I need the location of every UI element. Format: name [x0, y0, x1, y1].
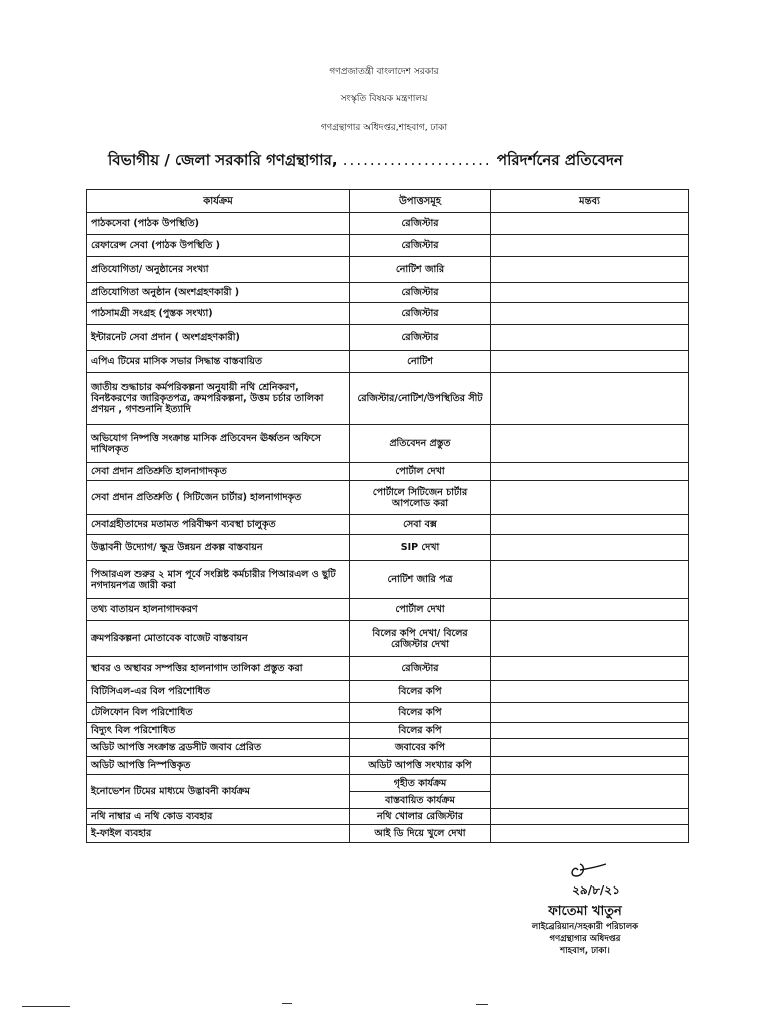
data-source-cell: আই ডি দিয়ে খুলে দেখা	[350, 825, 491, 843]
table-row	[87, 515, 689, 535]
remarks-cell	[491, 303, 689, 325]
activity-cell: জাতীয় শুদ্ধাচার কর্মপরিকল্পনা অনুযায়ী নথি শ্রেনিকরণ, বিনষ্টকরণের জারিকৃতপত্র, ক্রমপরিকল্পনা, উত্তম চর্চার তালিকা প্রণয়ন , গণশুনানি ইত্যাদি	[87, 373, 350, 425]
scan-mark	[22, 1006, 70, 1007]
department-header: গণগ্রন্থাগার অধিদপ্তর,শাহবাগ, ঢাকা	[320, 123, 448, 133]
table-row	[87, 809, 689, 825]
signatory-location: শাহবাগ, ঢাকা।	[560, 946, 610, 956]
activity-cell: প্রতিযোগিতা/ অনুষ্ঠানের সংখ্যা	[87, 257, 350, 283]
activity-cell: টেলিফোন বিল পরিশোধিত	[87, 703, 350, 723]
table-row	[87, 703, 689, 723]
inspection-table	[86, 189, 689, 843]
remarks-cell	[491, 425, 689, 463]
data-source-cell: রেজিস্টার	[350, 235, 491, 257]
activity-cell: নথি নাম্বার এ নথি কোড ব্যবহার	[87, 809, 350, 825]
table-row	[87, 257, 689, 283]
remarks-cell	[491, 373, 689, 425]
title-blank: ......................	[342, 151, 492, 169]
remarks-cell	[491, 535, 689, 561]
data-source-cell: পোর্টাল দেখা	[350, 599, 491, 621]
activity-cell: এপিএ টিমের মাসিক সভার সিদ্ধান্ত বাস্তবায়িত	[87, 351, 350, 373]
remarks-cell	[491, 775, 689, 809]
table-row	[87, 621, 689, 657]
data-source-cell: নথি খোলার রেজিস্টার	[350, 809, 491, 825]
signature-date: ২৯/৮/২১	[572, 883, 620, 897]
table-row	[87, 739, 689, 757]
data-source-cell: রেজিস্টার	[350, 283, 491, 303]
data-source-cell: রেজিস্টার/নোটিশ/উপস্থিতির সীট	[350, 373, 491, 425]
activity-cell: পিআরএল শুরুর ২ মাস পূর্বে সংশ্লিষ্ট কর্মচারীর পিআরএল ও ছুটি নগদায়নপত্র জারী করা	[87, 561, 350, 599]
table-row	[87, 561, 689, 599]
scan-mark	[476, 1004, 488, 1005]
table-row	[87, 723, 689, 739]
data-source-cell: SIP দেখা	[350, 535, 491, 561]
data-source-cell: বিলের কপি	[350, 703, 491, 723]
data-source-cell: গৃহীত কার্যক্রম	[350, 775, 491, 792]
table-row	[87, 283, 689, 303]
table-row	[87, 235, 689, 257]
govt-header: গণপ্রজাতন্ত্রী বাংলাদেশ সরকার	[329, 67, 439, 77]
data-source-cell: রেজিস্টার	[350, 325, 491, 351]
remarks-cell	[491, 739, 689, 757]
data-source-cell: রেজিস্টার	[350, 657, 491, 681]
data-source-cell: বাস্তবায়িত কার্যক্রম	[350, 792, 491, 809]
remarks-cell	[491, 809, 689, 825]
activity-cell: রেফারেন্স সেবা (পাঠক উপস্থিতি )	[87, 235, 350, 257]
title-suffix: পরিদর্শনের প্রতিবেদন	[496, 151, 623, 169]
signatory-office: গণগ্রন্থাগার অধিদপ্তর	[549, 934, 621, 944]
remarks-cell	[491, 325, 689, 351]
activity-cell: উদ্ভাবনী উদ্যোগ/ ক্ষুদ্র উন্নয়ন প্রকল্প বাস্তবায়ন	[87, 535, 350, 561]
remarks-cell	[491, 561, 689, 599]
remarks-cell	[491, 235, 689, 257]
table-row	[87, 351, 689, 373]
activity-cell: ইনোভেশন টিমের মাধ্যমে উদ্ভাবনী কার্যক্রম	[87, 775, 350, 809]
data-source-cell: জবাবের কপি	[350, 739, 491, 757]
activity-cell: সেবা প্রদান প্রতিশ্রুতি ( সিটিজেন চার্টার) হালনাগাদকৃত	[87, 481, 350, 515]
data-source-cell: নোটিশ	[350, 351, 491, 373]
table-row	[87, 681, 689, 703]
remarks-cell	[491, 703, 689, 723]
remarks-cell	[491, 481, 689, 515]
remarks-cell	[491, 283, 689, 303]
table-row	[87, 775, 689, 792]
data-source-cell: বিলের কপি	[350, 681, 491, 703]
data-source-cell: বিলের কপি	[350, 723, 491, 739]
table-row	[87, 425, 689, 463]
report-title	[108, 148, 668, 172]
data-source-cell: রেজিস্টার	[350, 303, 491, 325]
activity-cell: ইন্টারনেট সেবা প্রদান ( অংশগ্রহণকারী)	[87, 325, 350, 351]
col-header-activity: কার্যক্রম	[87, 190, 350, 213]
remarks-cell	[491, 599, 689, 621]
remarks-cell	[491, 825, 689, 843]
table-body	[87, 213, 689, 843]
activity-cell: ক্রমপরিকল্পনা মোতাবেক বাজেট বাস্তবায়ন	[87, 621, 350, 657]
signatory-name: ফাতেমা খাতুন	[548, 904, 622, 919]
remarks-cell	[491, 757, 689, 775]
table-row	[87, 657, 689, 681]
table-row	[87, 757, 689, 775]
remarks-cell	[491, 657, 689, 681]
data-source-cell: সেবা বক্স	[350, 515, 491, 535]
signatory-designation: লাইব্রেরিয়ান/সহকারী পরিচালক	[531, 922, 639, 932]
table-header-row	[87, 190, 689, 213]
activity-cell: অডিট আপত্তি সংক্রান্ত ব্রডসীট জবাব প্রেরিত	[87, 739, 350, 757]
data-source-cell: নোটিশ জারি পত্র	[350, 561, 491, 599]
data-source-cell: নোটিশ জারি	[350, 257, 491, 283]
table-row	[87, 463, 689, 481]
table-row	[87, 303, 689, 325]
remarks-cell	[491, 213, 689, 235]
table-row	[87, 599, 689, 621]
data-source-cell: প্রতিবেদন প্রস্তুত	[350, 425, 491, 463]
table-row	[87, 373, 689, 425]
ministry-header: সংস্কৃতি বিষয়ক মন্ত্রণালয়	[340, 94, 428, 104]
activity-cell: পাঠকসেবা (পাঠক উপস্থিতি)	[87, 213, 350, 235]
data-source-cell: পোর্টাল দেখা	[350, 463, 491, 481]
table-row	[87, 535, 689, 561]
activity-cell: বিটিসিএল-এর বিল পরিশোধিত	[87, 681, 350, 703]
data-source-cell: অডিট আপত্তি সংখ্যার কপি	[350, 757, 491, 775]
data-source-cell: বিলের কপি দেখা/ বিলের রেজিস্টার দেখা	[350, 621, 491, 657]
table-row	[87, 213, 689, 235]
remarks-cell	[491, 681, 689, 703]
activity-cell: প্রতিযোগিতা অনুষ্ঠান (অংশগ্রহণকারী )	[87, 283, 350, 303]
data-source-cell: রেজিস্টার	[350, 213, 491, 235]
title-prefix: বিভাগীয় / জেলা সরকারি গণগ্রন্থাগার,	[108, 151, 338, 169]
remarks-cell	[491, 257, 689, 283]
col-header-remarks: মন্তব্য	[491, 190, 689, 213]
table-row	[87, 325, 689, 351]
activity-cell: সেবাগ্রহীতাদের মতামত পরিবীক্ষণ ব্যবস্থা চালুকৃত	[87, 515, 350, 535]
table-row	[87, 481, 689, 515]
activity-cell: বিদ্যুৎ বিল পরিশোধিত	[87, 723, 350, 739]
remarks-cell	[491, 463, 689, 481]
activity-cell: স্থাবর ও অস্থাবর সম্পত্তির হালনাগাদ তালিকা প্রস্তুত করা	[87, 657, 350, 681]
col-header-data: উপাত্তসমূহ	[350, 190, 491, 213]
activity-cell: সেবা প্রদান প্রতিশ্রুতি হালনাগাদকৃত	[87, 463, 350, 481]
activity-cell: ই-ফাইল ব্যবহার	[87, 825, 350, 843]
activity-cell: তথ্য বাতায়ন হালনাগাদকরণ	[87, 599, 350, 621]
data-source-cell: পোর্টালে সিটিজেন চার্টার আপলোড করা	[350, 481, 491, 515]
remarks-cell	[491, 621, 689, 657]
remarks-cell	[491, 515, 689, 535]
activity-cell: অডিট আপত্তি নিস্পত্তিকৃত	[87, 757, 350, 775]
remarks-cell	[491, 723, 689, 739]
activity-cell: পাঠসামগ্রী সংগ্রহ (পুস্তক সংখ্যা)	[87, 303, 350, 325]
scan-mark	[282, 1003, 292, 1004]
table-row	[87, 825, 689, 843]
remarks-cell	[491, 351, 689, 373]
activity-cell: অভিযোগ নিষ্পত্তি সংক্রান্ত মাসিক প্রতিবেদন ঊর্ধ্বতন অফিসে দাখিলকৃত	[87, 425, 350, 463]
